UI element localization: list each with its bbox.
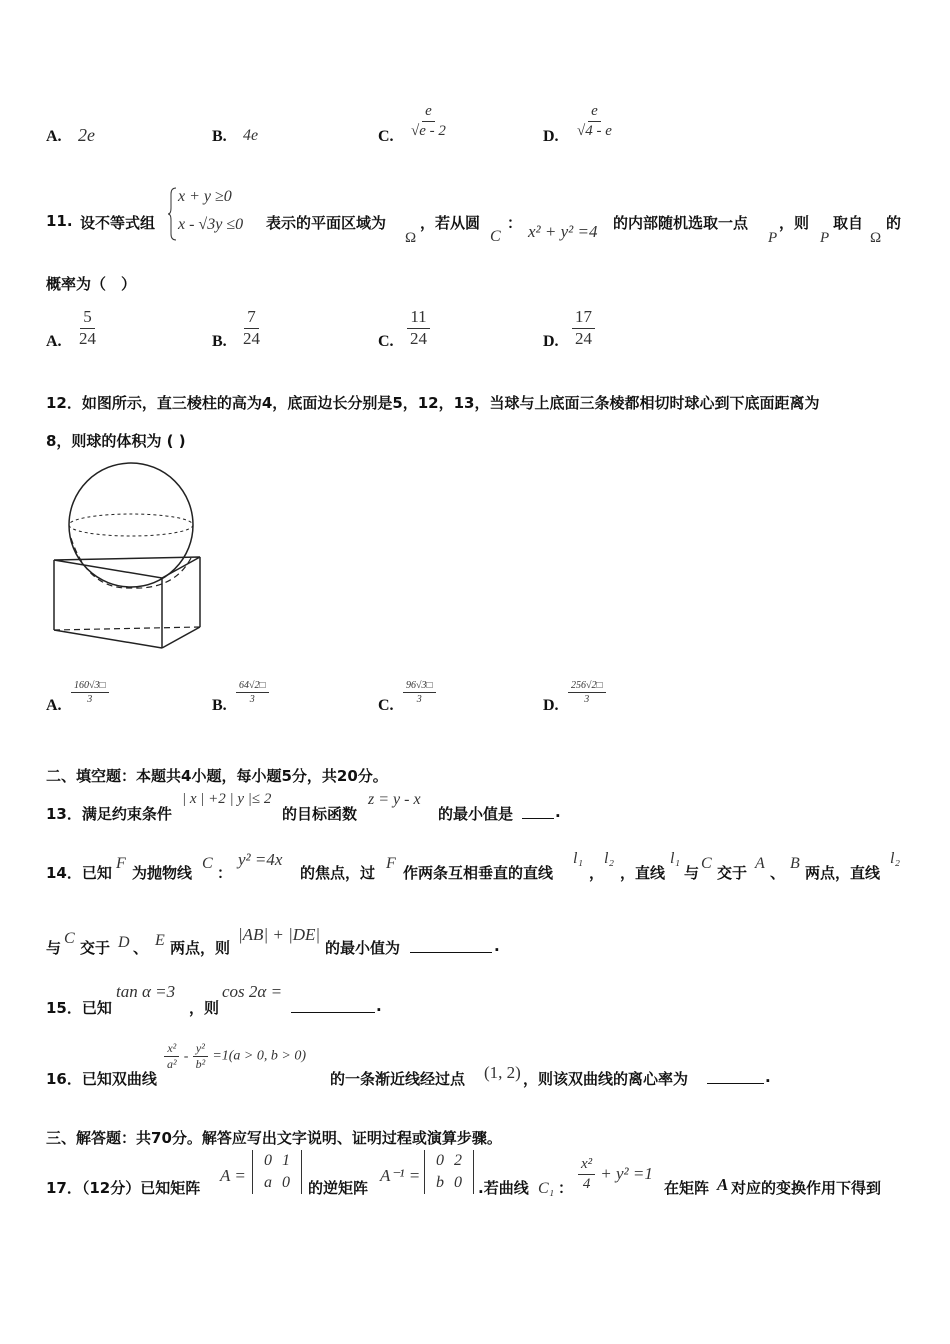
q14-b: B bbox=[790, 855, 800, 872]
q10-option-a-expr: 2e bbox=[78, 125, 95, 145]
q14-dun: 、 bbox=[770, 864, 786, 882]
q11-option-c-fraction: $\frac{11}{24}$ bbox=[407, 308, 430, 348]
section-3-heading: 三、解答题：共70分。解答应写出文字说明、证明过程或演算步骤。 bbox=[46, 1129, 502, 1147]
q11-number: 11. bbox=[46, 212, 73, 230]
q13-text-1: 13．满足约束条件 bbox=[46, 805, 172, 823]
q14-text-7: 交于 bbox=[717, 864, 748, 882]
q11-ineq-1: x + y ≥0 bbox=[178, 188, 232, 205]
q12-option-b-fraction: $\frac{64√2□}{3}$ bbox=[236, 680, 269, 705]
left-brace-icon bbox=[168, 186, 178, 242]
q14-line2-text-2: 交于 bbox=[80, 939, 111, 957]
q17-a-inverse-equals: A⁻¹ = bbox=[380, 1166, 421, 1185]
q16-hyperbola-eq: $\frac{\text{x²}}{\text{a²}}$ - $\frac{\text{y²}}{\text{b²}}$ =1(a > 0, b > 0) bbox=[164, 1042, 306, 1071]
q17-text-3: .若曲线 bbox=[478, 1179, 529, 1197]
q17-matrix-a-inverse: 0 2 b 0 bbox=[424, 1150, 474, 1194]
q15-expression: cos 2α = bbox=[222, 982, 283, 1001]
q16-text-1: 16．已知双曲线 bbox=[46, 1070, 157, 1088]
q11-text-7: 的 bbox=[886, 214, 902, 232]
q13-condition: | x | +2 | y |≤ 2 bbox=[182, 791, 272, 807]
q11-text-5: ，则 bbox=[779, 214, 810, 232]
q10-option-a-label: A. bbox=[46, 128, 62, 145]
q11-omega: Ω bbox=[405, 230, 417, 246]
q14-l2-b: l₂ bbox=[890, 850, 901, 867]
q13-function: z = y - x bbox=[368, 791, 421, 808]
q14-expression: |AB| + |DE| bbox=[238, 925, 321, 944]
q14-l1: l₁ bbox=[573, 850, 584, 867]
q14-line2-text-1: 与 bbox=[46, 939, 62, 957]
q14-d: D bbox=[118, 934, 130, 951]
q11-text-3: ，若从圆 bbox=[420, 214, 481, 232]
q14-text-5: ，直线 bbox=[620, 864, 666, 882]
q14-comma: ， bbox=[589, 864, 605, 882]
q17-colon: ： bbox=[558, 1179, 574, 1197]
q14-l2: l₂ bbox=[604, 850, 615, 867]
q11-circle-c: C bbox=[490, 228, 501, 245]
q15-end: . bbox=[376, 997, 382, 1015]
q11-text-1: 设不等式组 bbox=[80, 214, 156, 232]
q11-omega-2: Ω bbox=[870, 230, 882, 246]
q16-end: . bbox=[765, 1068, 771, 1086]
q17-text-5: 对应的变换作用下得到 bbox=[731, 1179, 882, 1197]
q14-parabola: y² =4x bbox=[238, 850, 283, 869]
q14-text-2: 为抛物线 bbox=[132, 864, 193, 882]
q14-f-2: F bbox=[386, 855, 396, 872]
q11-circle-eq: x² + y² =4 bbox=[528, 222, 598, 241]
q11-option-d-fraction: $\frac{17}{24}$ bbox=[572, 308, 595, 348]
q11-p-1: P bbox=[768, 230, 778, 246]
q14-l1-b: l₁ bbox=[670, 850, 681, 867]
q14-text-4: 作两条互相垂直的直线 bbox=[403, 864, 554, 882]
q11-option-c-label: C. bbox=[378, 333, 394, 350]
q17-matrix-a: 0 1 a 0 bbox=[252, 1150, 302, 1194]
q14-text-1: 14．已知 bbox=[46, 864, 112, 882]
q12-line-1: 12．如图所示，直三棱柱的高为4，底面边长分别是5，12，13，当球与上底面三条棱都相切时球心到下底面距离为 bbox=[46, 394, 820, 412]
q16-text-2: 的一条渐近线经过点 bbox=[330, 1070, 466, 1088]
q17-c1: C₁ bbox=[538, 1180, 555, 1197]
q11-text-4: 的内部随机选取一点 bbox=[613, 214, 749, 232]
q11-ineq-2: x - √3y ≤0 bbox=[178, 216, 244, 233]
q14-e: E bbox=[155, 932, 165, 949]
q12-option-a-fraction: $\frac{160√3□}{3}$ bbox=[71, 680, 109, 705]
q13-text-2: 的目标函数 bbox=[282, 805, 358, 823]
q13-text-3: 的最小值是 bbox=[438, 805, 514, 823]
q15-text-1: 15．已知 bbox=[46, 999, 112, 1017]
q12-option-c-label: C. bbox=[378, 697, 394, 714]
q14-line2-text-4: 的最小值为 bbox=[325, 939, 401, 957]
q14-dun-2: 、 bbox=[133, 939, 149, 957]
q17-text-1: 17．（12分）已知矩阵 bbox=[46, 1179, 201, 1197]
q13-answer-blank[interactable] bbox=[522, 818, 554, 819]
q12-option-d-fraction: $\frac{256√2□}{3}$ bbox=[568, 680, 606, 705]
q14-colon: ： bbox=[217, 864, 233, 882]
q11-option-d-label: D. bbox=[543, 333, 559, 350]
q14-a: A bbox=[755, 855, 765, 872]
q12-line-2: 8，则球的体积为 ( ) bbox=[46, 432, 186, 450]
section-2-heading: 二、填空题：本题共4小题，每小题5分，共20分。 bbox=[46, 767, 388, 785]
sphere-prism-figure bbox=[48, 460, 208, 650]
q15-condition: tan α =3 bbox=[116, 982, 176, 1001]
q11-p-2: P bbox=[820, 230, 830, 246]
q14-answer-blank[interactable] bbox=[410, 952, 492, 953]
q14-text-8: 两点，直线 bbox=[805, 864, 881, 882]
q17-a-equals: A = bbox=[220, 1166, 246, 1185]
q11-option-a-fraction: $\frac{5}{24}$ bbox=[79, 307, 96, 348]
q10-option-d-label: D. bbox=[543, 128, 559, 145]
q14-f: F bbox=[116, 855, 126, 872]
q12-option-c-fraction: $\frac{96√3□}{3}$ bbox=[403, 680, 436, 705]
q15-text-2: ，则 bbox=[189, 999, 220, 1017]
q10-option-c-label: C. bbox=[378, 128, 394, 145]
q10-option-b-expr: 4e bbox=[243, 127, 259, 144]
q10-option-c-fraction: $\frac{e}{√e - 2}$ bbox=[411, 103, 446, 139]
q14-end: . bbox=[494, 937, 500, 955]
q14-text-6: 与 bbox=[684, 864, 700, 882]
q17-curve-eq: $\frac{\text{x²}}{4}$ + y² =1 bbox=[578, 1156, 653, 1192]
q10-option-d-fraction: $\frac{e}{√4 - e}$ bbox=[577, 103, 612, 139]
q11-option-b-fraction: $\frac{7}{24}$ bbox=[243, 307, 260, 348]
q11-text-8: 概率为（ ） bbox=[46, 275, 137, 293]
q14-line2-text-3: 两点，则 bbox=[170, 939, 231, 957]
q11-option-b-label: B. bbox=[212, 333, 227, 350]
q17-text-2: 的逆矩阵 bbox=[308, 1179, 369, 1197]
q16-answer-blank[interactable] bbox=[707, 1083, 764, 1084]
q14-c-3: C bbox=[64, 930, 75, 947]
q16-point: (1, 2) bbox=[484, 1063, 521, 1082]
q15-answer-blank[interactable] bbox=[291, 1012, 375, 1013]
q14-c-2: C bbox=[701, 855, 712, 872]
q11-option-a-label: A. bbox=[46, 333, 62, 350]
q12-option-b-label: B. bbox=[212, 697, 227, 714]
q11-text-6: 取自 bbox=[833, 214, 864, 232]
q12-option-d-label: D. bbox=[543, 697, 559, 714]
q11-colon: ： bbox=[507, 214, 523, 232]
q10-option-b-label: B. bbox=[212, 128, 227, 145]
q14-text-3: 的焦点，过 bbox=[300, 864, 376, 882]
q17-a-bold: A bbox=[717, 1175, 729, 1194]
q11-text-2: 表示的平面区域为 bbox=[266, 214, 387, 232]
q14-c: C bbox=[202, 855, 213, 872]
q17-text-4: 在矩阵 bbox=[664, 1179, 710, 1197]
q11-inequality-system bbox=[168, 186, 268, 242]
q13-end: . bbox=[555, 803, 561, 821]
q12-option-a-label: A. bbox=[46, 697, 62, 714]
q16-text-3: ，则该双曲线的离心率为 bbox=[523, 1070, 689, 1088]
